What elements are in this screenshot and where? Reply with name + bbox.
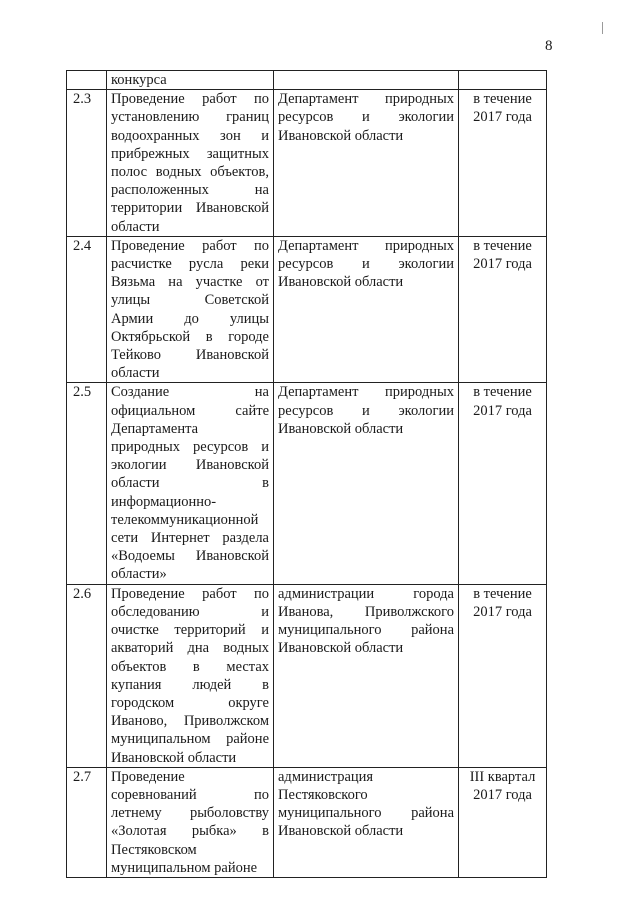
term-cell bbox=[459, 236, 547, 383]
measure-line: природных ресурсов и bbox=[111, 439, 269, 456]
measure-line: обследованию и bbox=[111, 603, 269, 620]
row-number: 2.5 bbox=[73, 384, 92, 401]
row-number: 2.6 bbox=[73, 585, 92, 602]
measure-line: прибрежных защитных bbox=[111, 145, 269, 162]
num-cell bbox=[67, 90, 107, 237]
num-cell bbox=[67, 584, 107, 767]
measure-line: территории Ивановской bbox=[111, 200, 269, 217]
term-line: 2017 года bbox=[473, 109, 532, 126]
measure-cell bbox=[107, 236, 274, 383]
measure-line: Проведение bbox=[111, 768, 185, 785]
measure-cell bbox=[107, 383, 274, 584]
measure-line: официальном сайте bbox=[111, 402, 269, 419]
measure-cell bbox=[107, 90, 274, 237]
measure-line: соревнований по bbox=[111, 786, 269, 803]
num-cell bbox=[67, 71, 107, 90]
executor-line: муниципального района bbox=[278, 622, 454, 639]
table-row bbox=[67, 767, 547, 877]
measure-line: области в bbox=[111, 475, 269, 492]
term-cell bbox=[459, 767, 547, 877]
measure-cell bbox=[107, 71, 274, 90]
measure-line: Ивановской области bbox=[111, 749, 237, 766]
term-line: 2017 года bbox=[473, 402, 532, 419]
term-cell bbox=[459, 71, 547, 90]
measure-line: установлению границ bbox=[111, 109, 269, 126]
term-cell bbox=[459, 584, 547, 767]
measure-line: Проведение работ по bbox=[111, 237, 269, 254]
executor-line: Ивановской области bbox=[278, 823, 404, 840]
executor-line: администрация bbox=[278, 768, 374, 785]
executor-line: Пестяковского bbox=[278, 786, 368, 803]
row-number: 2.3 bbox=[73, 91, 92, 108]
measure-cell bbox=[107, 767, 274, 877]
measure-line: муниципальном районе bbox=[111, 859, 258, 876]
executor-line: Ивановской области bbox=[278, 127, 404, 144]
measure-line: Армии до улицы bbox=[111, 310, 269, 327]
measure-line: расчистке русла реки bbox=[111, 256, 269, 273]
measure-line: «Водоемы Ивановской bbox=[111, 548, 269, 565]
num-cell bbox=[67, 767, 107, 877]
measure-line: акваторий дна водных bbox=[111, 640, 269, 657]
row-number: 2.4 bbox=[73, 237, 92, 254]
executor-line: ресурсов и экологии bbox=[278, 256, 454, 273]
term-line: в течение bbox=[473, 384, 532, 401]
measure-line: муниципальном районе bbox=[111, 731, 269, 748]
term-line: 2017 года bbox=[473, 786, 532, 803]
measure-line: информационно- bbox=[111, 493, 217, 510]
term-cell bbox=[459, 90, 547, 237]
term-line: в течение bbox=[473, 585, 532, 602]
executor-line: Департамент природных bbox=[278, 91, 454, 108]
executor-line: ресурсов и экологии bbox=[278, 402, 454, 419]
measure-cell bbox=[107, 584, 274, 767]
measure-line: области bbox=[111, 218, 160, 235]
measure-line: городском округе bbox=[111, 694, 269, 711]
executor-line: муниципального района bbox=[278, 805, 454, 822]
executor-line: администрации города bbox=[278, 585, 454, 602]
executor-cell bbox=[274, 767, 459, 877]
scan-mark bbox=[602, 22, 603, 34]
measure-line: экологии Ивановской bbox=[111, 457, 269, 474]
page-number: 8 bbox=[545, 38, 553, 54]
executor-cell bbox=[274, 71, 459, 90]
measure-line: Создание на bbox=[111, 384, 269, 401]
executor-cell bbox=[274, 584, 459, 767]
measure-line: купания людей в bbox=[111, 676, 269, 693]
executor-line: Ивановской области bbox=[278, 274, 404, 291]
measure-line: телекоммуникационной bbox=[111, 511, 259, 528]
measure-line: области» bbox=[111, 566, 167, 583]
term-line: 2017 года bbox=[473, 603, 532, 620]
measure-line: «Золотая рыбка» в bbox=[111, 823, 269, 840]
executor-line: Департамент природных bbox=[278, 384, 454, 401]
measure-line: Проведение работ по bbox=[111, 91, 269, 108]
executor-line: Департамент природных bbox=[278, 237, 454, 254]
executor-line: Ивановской области bbox=[278, 640, 404, 657]
measure-line: летнему рыболовству bbox=[111, 805, 269, 822]
measure-line: водоохранных зон и bbox=[111, 127, 269, 144]
term-line: в течение bbox=[473, 91, 532, 108]
measure-line: очистке территорий и bbox=[111, 622, 269, 639]
measure-line: Октябрьской в городе bbox=[111, 328, 269, 345]
continuation-row bbox=[67, 71, 547, 90]
measures-table bbox=[66, 70, 547, 878]
measure-line: Вязьма на участке от bbox=[111, 274, 269, 291]
measure-text: конкурса bbox=[111, 72, 167, 88]
measure-line: Тейково Ивановской bbox=[111, 347, 269, 364]
measure-line: Департамента bbox=[111, 420, 199, 437]
table-row bbox=[67, 584, 547, 767]
num-cell bbox=[67, 236, 107, 383]
table-row bbox=[67, 90, 547, 237]
table-row bbox=[67, 383, 547, 584]
measure-line: Иваново, Приволжском bbox=[111, 713, 269, 730]
executor-cell bbox=[274, 383, 459, 584]
table-row bbox=[67, 236, 547, 383]
num-cell bbox=[67, 383, 107, 584]
measure-line: улицы Советской bbox=[111, 292, 269, 309]
executor-line: ресурсов и экологии bbox=[278, 109, 454, 126]
row-number: 2.7 bbox=[73, 768, 92, 785]
measure-line: области bbox=[111, 365, 160, 382]
measure-line: объектов в местах bbox=[111, 658, 269, 675]
measure-line: полос водных объектов, bbox=[111, 164, 269, 181]
measure-line: расположенных на bbox=[111, 182, 269, 199]
term-line: III квартал bbox=[469, 768, 536, 785]
executor-line: Иванова, Приволжского bbox=[278, 603, 454, 620]
term-line: в течение bbox=[473, 237, 532, 254]
executor-cell bbox=[274, 90, 459, 237]
measure-line: Проведение работ по bbox=[111, 585, 269, 602]
term-line: 2017 года bbox=[473, 256, 532, 273]
executor-cell bbox=[274, 236, 459, 383]
executor-line: Ивановской области bbox=[278, 420, 404, 437]
measure-line: Пестяковском bbox=[111, 841, 197, 858]
measure-line: сети Интернет раздела bbox=[111, 530, 269, 547]
term-cell bbox=[459, 383, 547, 584]
